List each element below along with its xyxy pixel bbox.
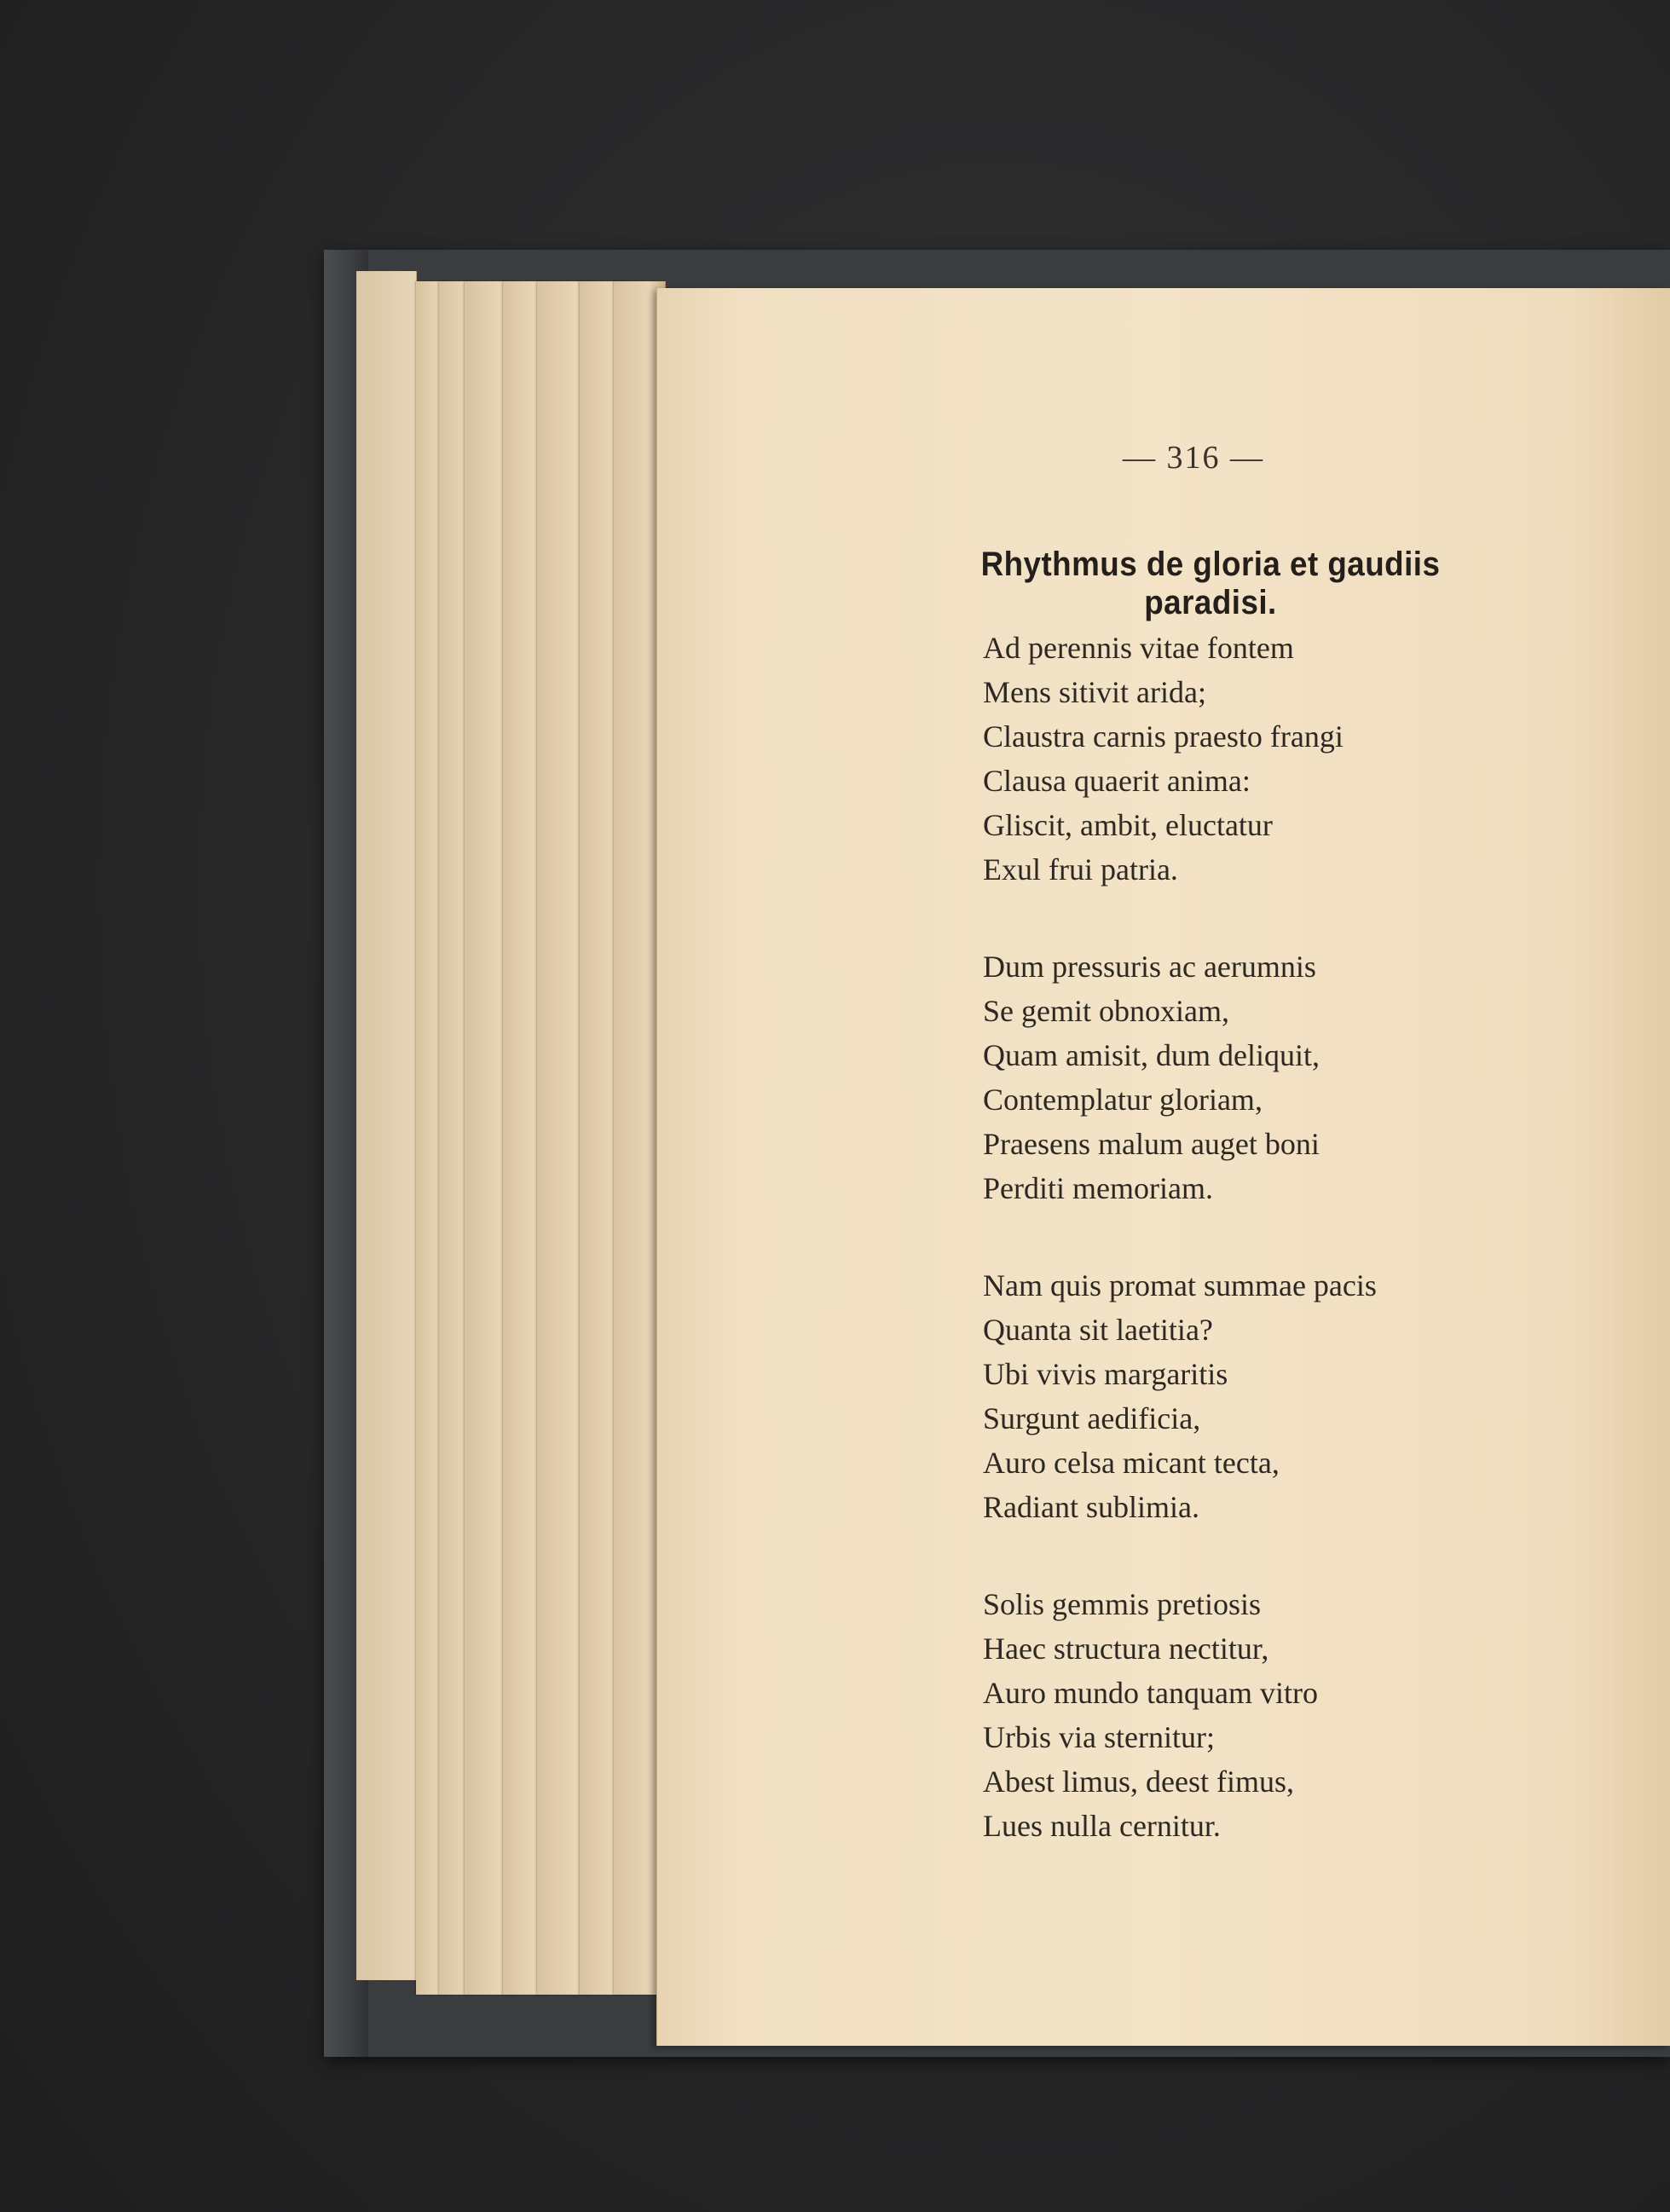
verse-line: Contemplatur gloriam, <box>983 1083 1263 1117</box>
verse-line: Gliscit, ambit, eluctatur <box>983 808 1273 842</box>
verse-line: Ubi vivis margaritis <box>983 1357 1228 1391</box>
verse-line: Surgunt aedificia, <box>983 1401 1201 1435</box>
verse-line: Claustra carnis praesto frangi <box>983 719 1344 754</box>
verse-line: Auro mundo tanquam vitro <box>983 1676 1318 1710</box>
stanza <box>983 1263 1528 1529</box>
stanza <box>983 944 1528 1210</box>
verse-line: Se gemit obnoxiam, <box>983 994 1229 1028</box>
verse-line: Praesens malum auget boni <box>983 1127 1320 1161</box>
verse-line: Clausa quaerit anima: <box>983 764 1251 798</box>
verse-line: Perditi memoriam. <box>983 1171 1213 1205</box>
verse-line: Dum pressuris ac aerumnis <box>983 950 1316 984</box>
verse-line: Abest limus, deest fimus, <box>983 1764 1294 1799</box>
verse-line: Radiant sublimia. <box>983 1490 1199 1524</box>
verse-line: Quam amisit, dum deliquit, <box>983 1038 1320 1072</box>
verse-line: Auro celsa micant tecta, <box>983 1446 1280 1480</box>
verse-line: Lues nulla cernitur. <box>983 1809 1221 1843</box>
verse-line: Quanta sit laetitia? <box>983 1313 1213 1347</box>
poem <box>983 626 1528 1901</box>
verse-line: Urbis via sternitur; <box>983 1720 1215 1754</box>
stanza <box>983 626 1528 892</box>
verse-line: Haec structura nectitur, <box>983 1632 1269 1666</box>
endpaper <box>356 271 417 1980</box>
verse-line: Nam quis promat summae pacis <box>983 1268 1377 1302</box>
verse-line: Solis gemmis pretiosis <box>983 1587 1262 1621</box>
stanza <box>983 1582 1528 1848</box>
verse-line: Mens sitivit arida; <box>983 675 1206 709</box>
page-number: — 316 — <box>1123 440 1264 476</box>
verse-line: Ad perennis vitae fontem <box>983 631 1294 665</box>
poem-title: Rhythmus de gloria et gaudiis paradisi. <box>980 546 1441 621</box>
verse-line: Exul frui patria. <box>983 852 1178 887</box>
